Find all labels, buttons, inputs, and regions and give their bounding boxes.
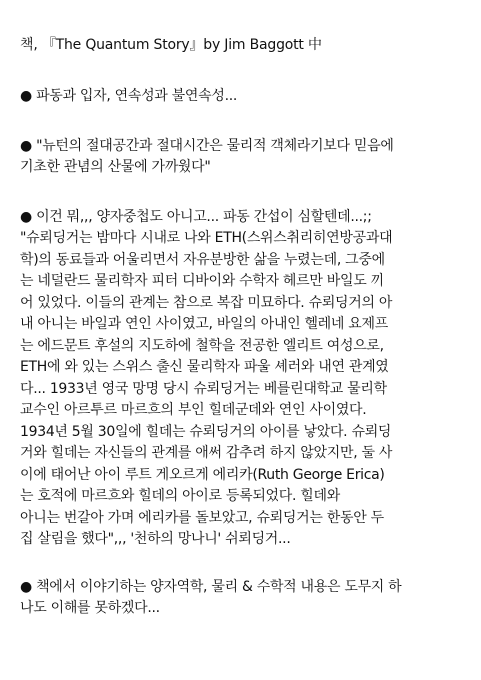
- text-line: 학)의 동료들과 어울리면서 자유분방한 삶을 누렸는데, 그중에: [20, 251, 385, 268]
- bullet-item-wave-particle: [20, 86, 471, 108]
- text-line: 아니는 번갈아 가며 에리카를 돌보았고, 슈뢰딩거는 한동안 두: [20, 509, 384, 526]
- text-line: 어 있었다. 이들의 관계는 참으로 복잡 미묘하다. 슈뢰딩거의 아: [20, 294, 393, 311]
- text-line: ● 파동과 입자, 연속성과 불연속성...: [20, 88, 238, 104]
- text-line: 내 아니는 바일과 연인 사이였고, 바일의 아내인 헬레네 요제프: [20, 316, 388, 332]
- text-line: ● 이건 뭐,,, 양자중첩도 아니고... 파동 간섭이 심할텐데...;;: [20, 208, 372, 225]
- text-line: 거와 힐데는 자신들의 관계를 애써 감추려 하지 않았지만, 둘 사: [20, 445, 393, 461]
- text-line: "슈뢰딩거는 밤마다 시내로 나와 ETH(스위스취리히연방공과대: [20, 230, 393, 246]
- text-line: ● 책에서 이야기하는 양자역학, 물리 & 수학적 내용은 도무지 하: [20, 578, 402, 595]
- bullet-item-newton-quote: [20, 136, 471, 179]
- text-line: 집 살림을 했다",,, '천하의 망나니' 쉬뢰딩거...: [20, 531, 291, 547]
- bullet-item-conclusion: [20, 577, 471, 620]
- text-line: 는 에드문트 후설의 지도하에 철학을 전공한 엘리트 여성으로,: [20, 337, 384, 354]
- page-title: 책, 『The Quantum Story』by Jim Baggott 中: [20, 37, 322, 53]
- text-line: ● "뉴턴의 절대공간과 절대시간은 물리적 객체라기보다 믿음에: [20, 137, 394, 154]
- text-line: 는 네덜란드 물리학자 피터 디바이와 수학자 헤르만 바일도 끼: [20, 273, 384, 289]
- text-line: 는 호적에 마르흐와 힐데의 아이로 등록되었다. 힐데와: [20, 488, 340, 504]
- text-line: ETH에 와 있는 스위스 출신 물리학자 파울 셰러와 내연 관계였: [20, 359, 389, 375]
- bullet-item-schrodinger-story: [20, 207, 471, 551]
- text-line: 교수인 아르투르 마르흐의 부인 힐데군데와 연인 사이였다.: [20, 402, 367, 418]
- text-line: 1934년 5월 30일에 힐데는 슈뢰딩거의 아이를 낳았다. 슈뢰딩: [20, 423, 392, 440]
- text-line: 나도 이해를 못하겠다...: [20, 600, 160, 616]
- text-line: 이에 태어난 아이 루트 게오르게 에리카(Ruth George Erica): [20, 466, 385, 483]
- text-line: 다... 1933년 영국 망명 당시 슈뢰딩거는 베를린대학교 물리학: [20, 380, 387, 397]
- text-line: 기초한 관념의 산물에 가까웠다": [20, 159, 211, 175]
